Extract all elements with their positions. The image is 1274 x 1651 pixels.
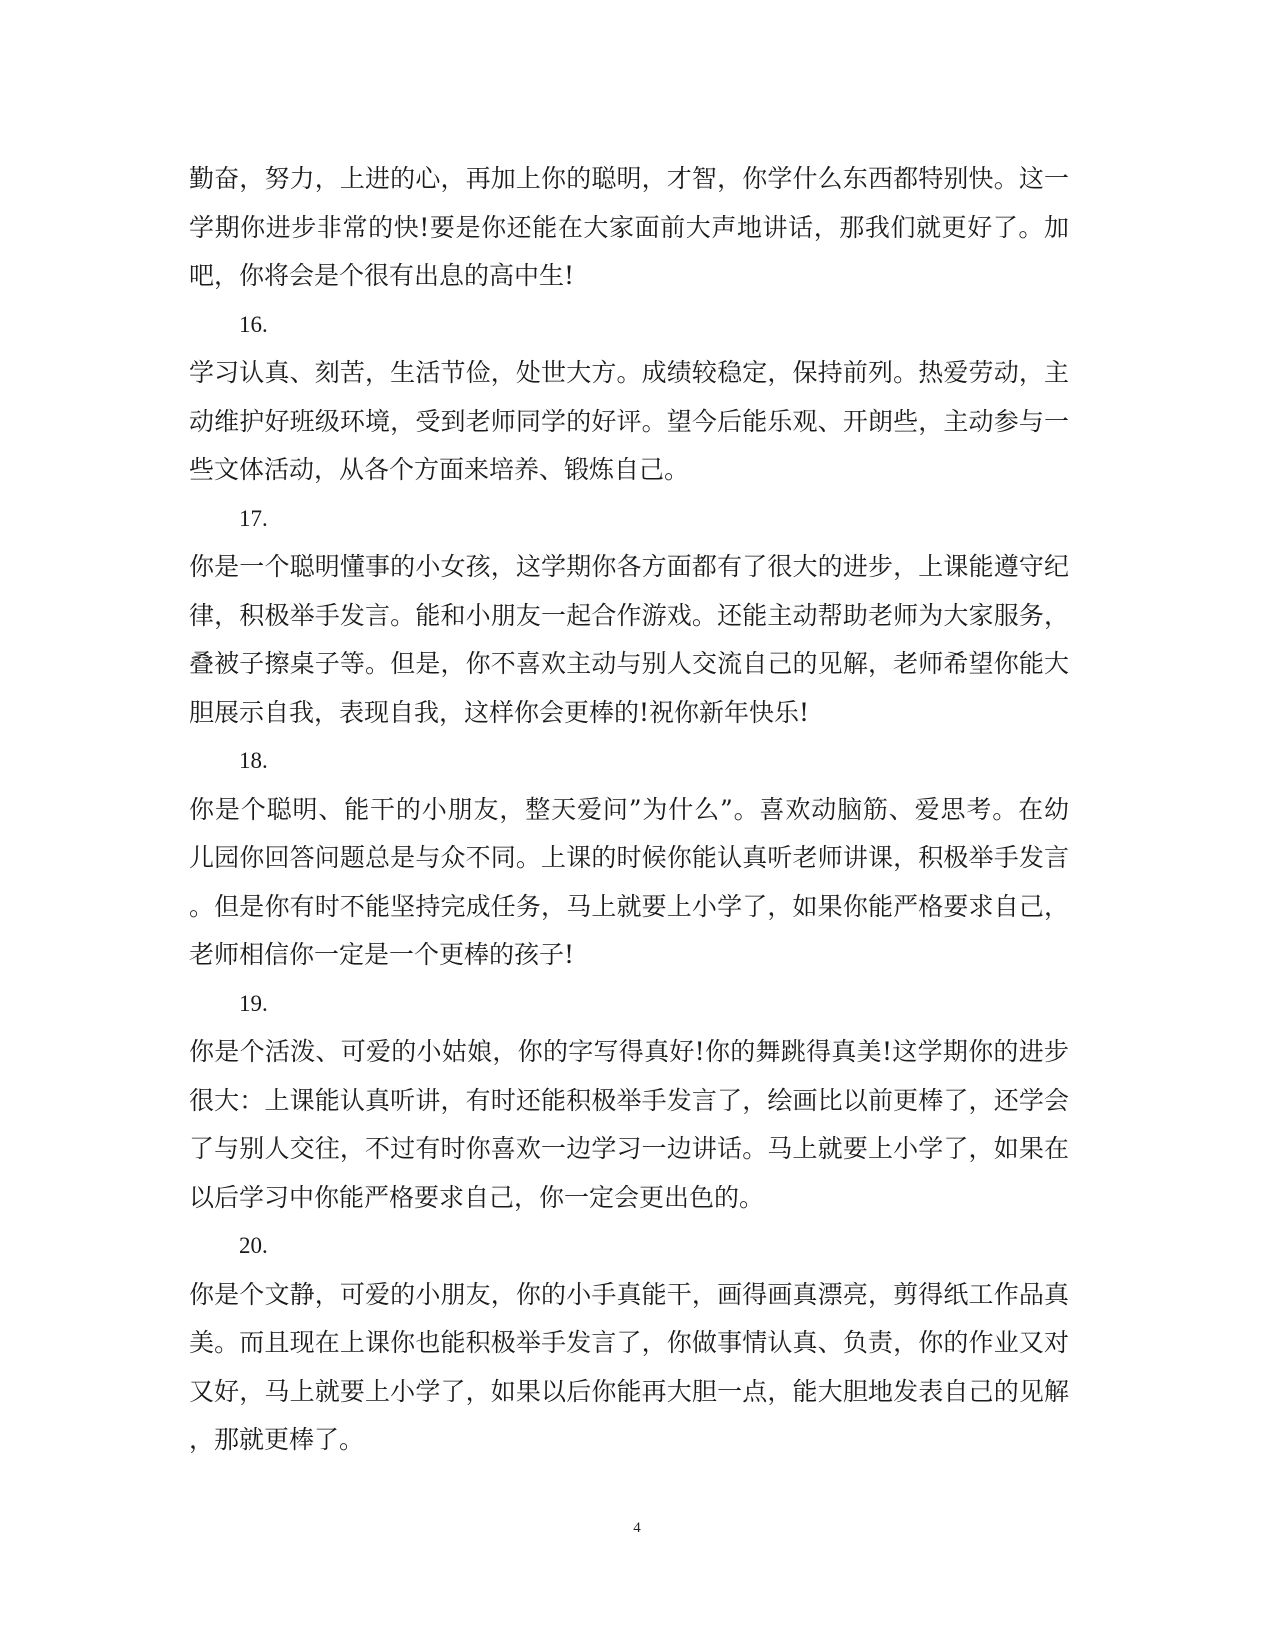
comment-item-20 — [189, 1222, 1069, 1465]
text-line: 儿园你回答问题总是与众不同。上课的时候你能认真听老师讲课，积极举手发言 — [189, 843, 1069, 872]
document-body — [189, 155, 1069, 1465]
text-line: 勤奋，努力，上进的心，再加上你的聪明，才智，你学什么东西都特别快。这一 — [189, 164, 1069, 193]
comment-item-18 — [189, 737, 1069, 980]
text-line: 学习认真、刻苦，生活节俭，处世大方。成绩较稳定，保持前列。热爱劳动，主 — [189, 358, 1069, 387]
text-line: 以后学习中你能严格要求自己，你一定会更出色的。 — [189, 1182, 765, 1212]
text-line: 吧，你将会是个很有出息的高中生! — [189, 261, 575, 290]
text-line: 胆展示自我，表现自我，这样你会更棒的!祝你新年快乐! — [189, 697, 810, 727]
text-line: 很大：上课能认真听讲，有时还能积极举手发言了，绘画比以前更棒了，还学会 — [189, 1085, 1069, 1115]
comment-item-17 — [189, 495, 1069, 738]
item-number: 17. — [239, 505, 268, 531]
item-number: 18. — [239, 748, 268, 773]
text-line: 你是个文静，可爱的小朋友，你的小手真能干，画得画真漂亮，剪得纸工作品真 — [189, 1279, 1069, 1309]
text-line: 了与别人交往，不过有时你喜欢一边学习一边讲话。马上就要上小学了，如果在 — [189, 1134, 1069, 1163]
item-number: 16. — [239, 311, 268, 337]
page-number: 4 — [633, 1520, 641, 1536]
text-line: 动维护好班级环境，受到老师同学的好评。望今后能乐观、开朗些，主动参与一 — [189, 406, 1069, 436]
text-line: 些文体活动，从各个方面来培养、锻炼自己。 — [189, 455, 690, 484]
comment-item-16 — [189, 301, 1069, 495]
comment-item-19 — [189, 980, 1069, 1223]
text-line: 你是个聪明、能干的小朋友，整天爱问”为什么”。喜欢动脑筋、爱思考。在幼 — [189, 794, 1069, 824]
text-line: 你是一个聪明懂事的小女孩，这学期你各方面都有了很大的进步，上课能遵守纪 — [189, 552, 1069, 581]
text-line: 学期你进步非常的快!要是你还能在大家面前大声地讲话，那我们就更好了。加 — [189, 212, 1069, 242]
text-line: 美。而且现在上课你也能积极举手发言了，你做事情认真、负责，你的作业又对 — [189, 1328, 1069, 1357]
text-line: 叠被子擦桌子等。但是，你不喜欢主动与别人交流自己的见解，老师希望你能大 — [189, 649, 1069, 678]
text-line: 律，积极举手发言。能和小朋友一起合作游戏。还能主动帮助老师为大家服务， — [189, 600, 1069, 630]
item-number: 19. — [239, 990, 268, 1016]
item-number: 20. — [239, 1233, 268, 1258]
text-line: ，那就更棒了。 — [189, 1425, 365, 1454]
text-line: 老师相信你一定是一个更棒的孩子! — [189, 940, 575, 969]
text-line: 你是个活泼、可爱的小姑娘，你的字写得真好!你的舞跳得真美!这学期你的进步 — [189, 1037, 1069, 1066]
text-line: 又好，马上就要上小学了，如果以后你能再大胆一点，能大胆地发表自己的见解 — [189, 1376, 1069, 1406]
text-line: 。但是你有时不能坚持完成任务，马上就要上小学了，如果你能严格要求自己， — [189, 891, 1069, 921]
paragraph-continued — [189, 155, 1069, 301]
